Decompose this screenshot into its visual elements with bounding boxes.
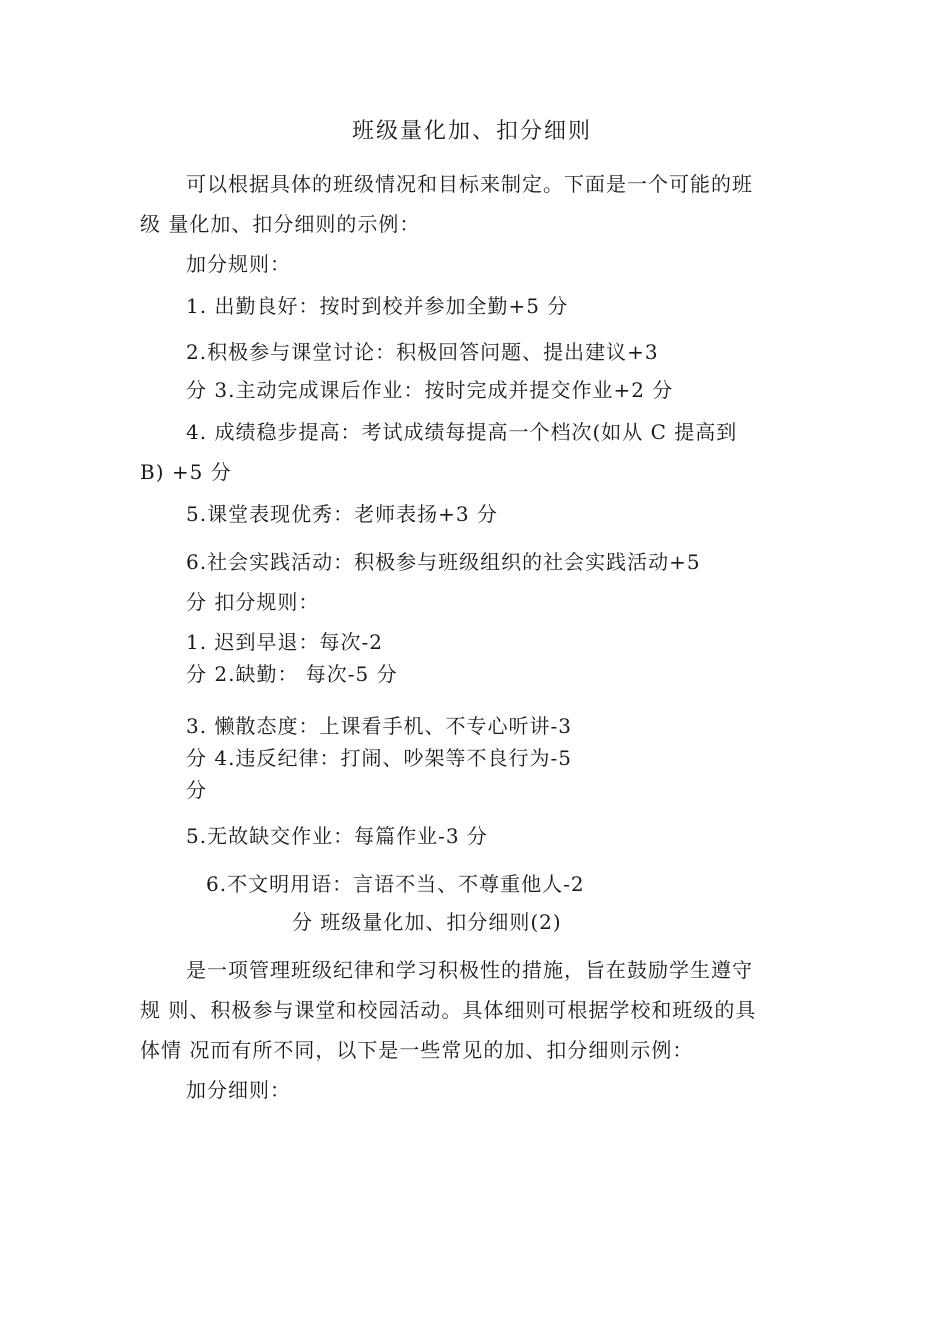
deduct-rule-6: 6.不文明用语：言语不当、不尊重他人-2 bbox=[206, 872, 585, 896]
deduct-rule-3: 3. 懒散态度：上课看手机、不专心听讲-3 bbox=[186, 714, 572, 738]
deduct-rules-heading: 分 扣分规则： bbox=[186, 590, 320, 614]
deduct-rule-4-cont: 分 bbox=[186, 778, 207, 802]
para-2-line-3: 体情 况而有所不同，以下是一些常见的加、扣分细则示例： bbox=[140, 1038, 694, 1062]
deduct-rule-5: 5.无故缺交作业：每篇作业-3 分 bbox=[186, 824, 488, 848]
add-rule-4: 4. 成绩稳步提高：考试成绩每提高一个档次(如从 C 提高到 bbox=[186, 420, 738, 444]
para-2-line-1: 是一项管理班级纪律和学习积极性的措施，旨在鼓励学生遵守 bbox=[186, 958, 753, 982]
add-details-heading: 加分细则： bbox=[186, 1078, 291, 1102]
add-rule-2: 2.积极参与课堂讨论：积极回答问题、提出建议+3 bbox=[186, 340, 659, 364]
document-title: 班级量化加、扣分细则 bbox=[352, 119, 593, 144]
add-rule-3: 分 3.主动完成课后作业：按时完成并提交作业+2 分 bbox=[186, 378, 674, 402]
deduct-rule-4: 分 4.违反纪律：打闹、吵架等不良行为-5 bbox=[186, 746, 572, 770]
intro-line-2: 级 量化加、扣分细则的示例： bbox=[140, 212, 421, 236]
para-2-line-2: 规 则、积极参与课堂和校园活动。具体细则可根据学校和班级的具 bbox=[140, 998, 757, 1022]
deduct-rule-2: 分 2.缺勤： 每次-5 分 bbox=[186, 662, 398, 686]
add-rule-5: 5.课堂表现优秀：老师表扬+3 分 bbox=[186, 502, 498, 526]
intro-line-1: 可以根据具体的班级情况和目标来制定。下面是一个可能的班 bbox=[186, 172, 753, 196]
add-rules-heading: 加分规则： bbox=[186, 252, 291, 276]
add-rule-1: 1. 出勤良好：按时到校并参加全勤+5 分 bbox=[186, 294, 569, 318]
add-rule-4-cont: B) +5 分 bbox=[140, 460, 232, 484]
deduct-rule-1: 1. 迟到早退：每次-2 bbox=[186, 630, 383, 654]
section-2-title: 分 班级量化加、扣分细则(2) bbox=[292, 910, 562, 934]
add-rule-6: 6.社会实践活动：积极参与班级组织的社会实践活动+5 bbox=[186, 550, 701, 574]
